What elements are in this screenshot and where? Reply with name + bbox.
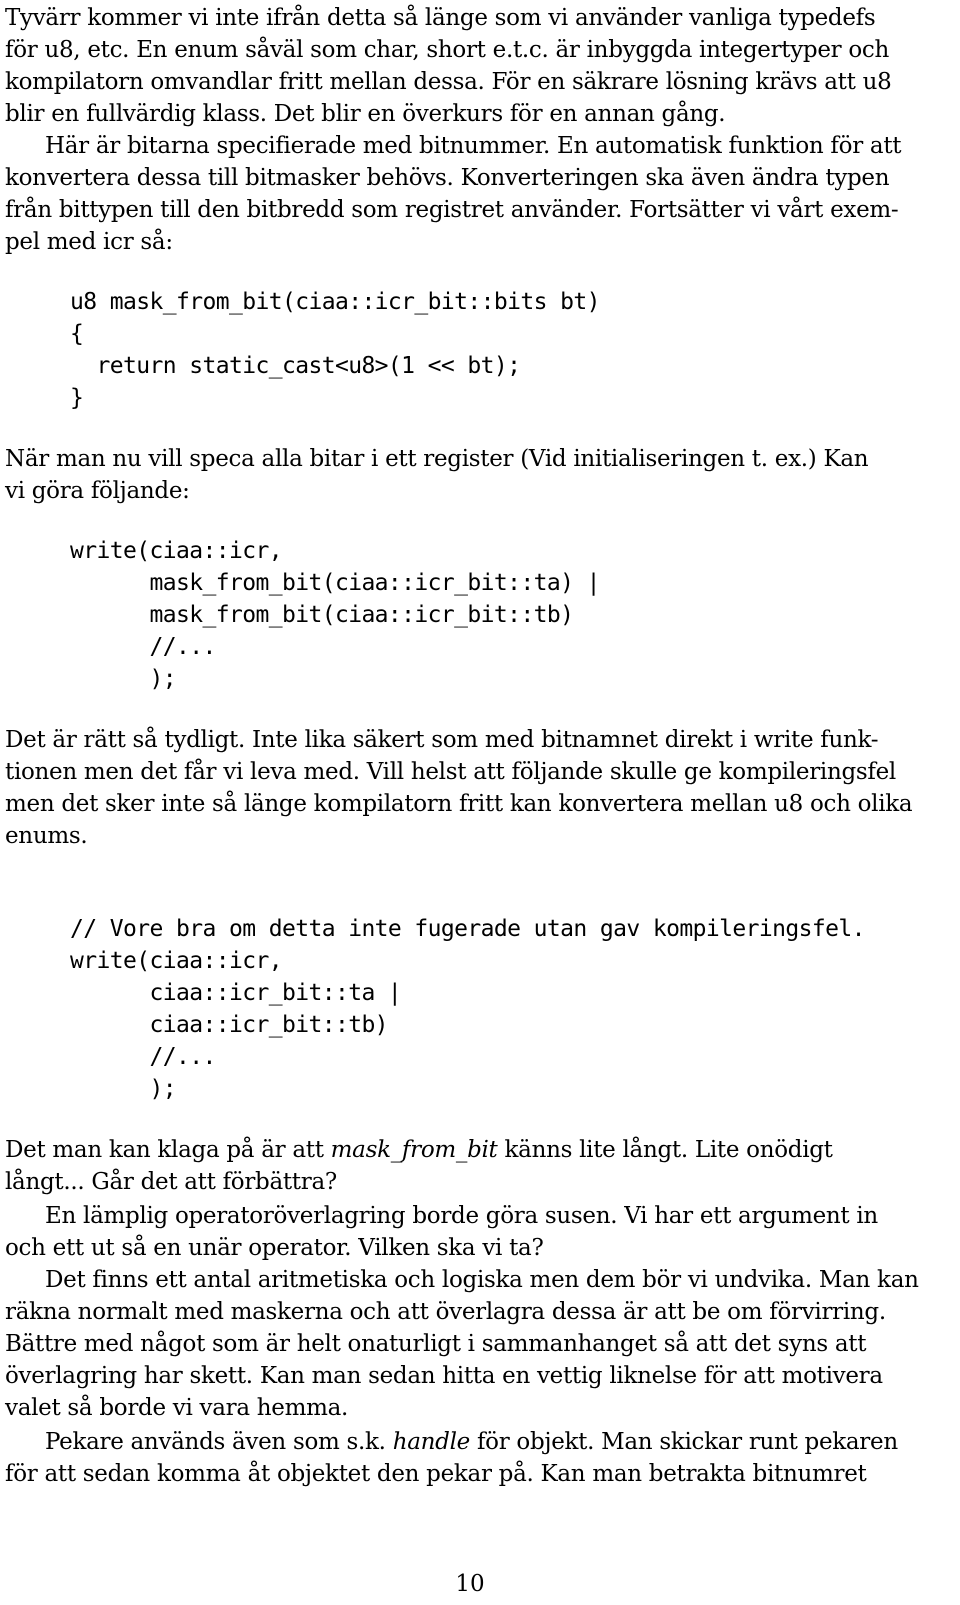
code-line: { bbox=[70, 321, 84, 347]
text-line: Bättre med något som är helt onaturligt i sammanhanget så att det syns att bbox=[5, 1331, 867, 1357]
emphasis-handle: handle bbox=[392, 1429, 470, 1455]
text-line: konvertera dessa till bitmasker behövs. Konverteringen ska även ändra typen bbox=[5, 165, 890, 191]
text-line: för att sedan komma åt objektet den pekar på. Kan man betrakta bitnumret bbox=[5, 1461, 867, 1487]
code-line: u8 mask_from_bit(ciaa::icr_bit::bits bt) bbox=[70, 289, 600, 315]
text-line: Det finns ett antal aritmetiska och logiska men dem bör vi undvika. Man kan bbox=[45, 1267, 919, 1293]
text-line: men det sker inte så länge kompilatorn fritt kan konvertera mellan u8 och olika bbox=[5, 791, 913, 817]
text-line: räkna normalt med maskerna och att överlagra dessa är att be om förvirring. bbox=[5, 1299, 886, 1325]
code-line: } bbox=[70, 385, 84, 411]
text-span: Det man kan klaga på är att bbox=[5, 1137, 331, 1163]
text-line bbox=[5, 1134, 945, 1166]
emphasis-mask-from-bit: mask_from_bit bbox=[330, 1137, 498, 1163]
text-line: Det är rätt så tydligt. Inte lika säkert som med bitnamnet direkt i write funk- bbox=[5, 727, 879, 753]
code-line: ciaa::icr_bit::tb) bbox=[70, 1012, 388, 1038]
code-line: ); bbox=[70, 666, 176, 692]
text-line: vi göra följande: bbox=[5, 478, 190, 504]
code-line: //... bbox=[70, 634, 216, 660]
text-line: och ett ut så en unär operator. Vilken ska vi ta? bbox=[5, 1235, 544, 1261]
code-line: write(ciaa::icr, bbox=[70, 948, 282, 974]
code-line: mask_from_bit(ciaa::icr_bit::tb) bbox=[70, 602, 574, 628]
code-line: mask_from_bit(ciaa::icr_bit::ta) | bbox=[70, 570, 600, 596]
text-line: valet så borde vi vara hemma. bbox=[5, 1395, 349, 1421]
text-line: för u8, etc. En enum såväl som char, short e.t.c. är inbyggda integertyper och bbox=[5, 37, 889, 63]
text-line: Här är bitarna specifierade med bitnummer. En automatisk funktion för att bbox=[45, 133, 902, 159]
text-line: pel med icr så: bbox=[5, 229, 173, 255]
code-line: //... bbox=[70, 1044, 216, 1070]
text-line: enums. bbox=[5, 823, 88, 849]
text-line: En lämplig operatoröverlagring borde göra susen. Vi har ett argument in bbox=[45, 1203, 878, 1229]
text-line: tionen men det får vi leva med. Vill helst att följande skulle ge kompileringsfel bbox=[5, 759, 896, 785]
text-line: blir en fullvärdig klass. Det blir en överkurs för en annan gång. bbox=[5, 101, 726, 127]
text-line: När man nu vill speca alla bitar i ett register (Vid initialiseringen t. ex.) Kan bbox=[5, 446, 869, 472]
text-line: kompilatorn omvandlar fritt mellan dessa. För en säkrare lösning krävs att u8 bbox=[5, 69, 892, 95]
text-line: överlagring har skett. Kan man sedan hitta en vettig liknelse för att motivera bbox=[5, 1363, 883, 1389]
code-line: return static_cast<u8>(1 << bt); bbox=[70, 353, 521, 379]
code-line: ciaa::icr_bit::ta | bbox=[70, 980, 402, 1006]
text-line: Tyvärr kommer vi inte ifrån detta så länge som vi använder vanliga typedefs bbox=[5, 5, 876, 31]
code-line: write(ciaa::icr, bbox=[70, 538, 282, 564]
page-number: 10 bbox=[455, 1571, 485, 1597]
text-span: känns lite långt. Lite onödigt bbox=[497, 1137, 833, 1163]
text-line: långt... Går det att förbättra? bbox=[5, 1169, 337, 1195]
text-span: för objekt. Man skickar runt pekaren bbox=[469, 1429, 898, 1455]
code-line: ); bbox=[70, 1076, 176, 1102]
text-line: från bittypen till den bitbredd som registret använder. Fortsätter vi vårt exem- bbox=[5, 197, 899, 223]
text-span: Pekare används även som s.k. bbox=[45, 1429, 393, 1455]
text-line bbox=[45, 1426, 945, 1458]
code-line: // Vore bra om detta inte fugerade utan gav kompileringsfel. bbox=[70, 916, 865, 942]
